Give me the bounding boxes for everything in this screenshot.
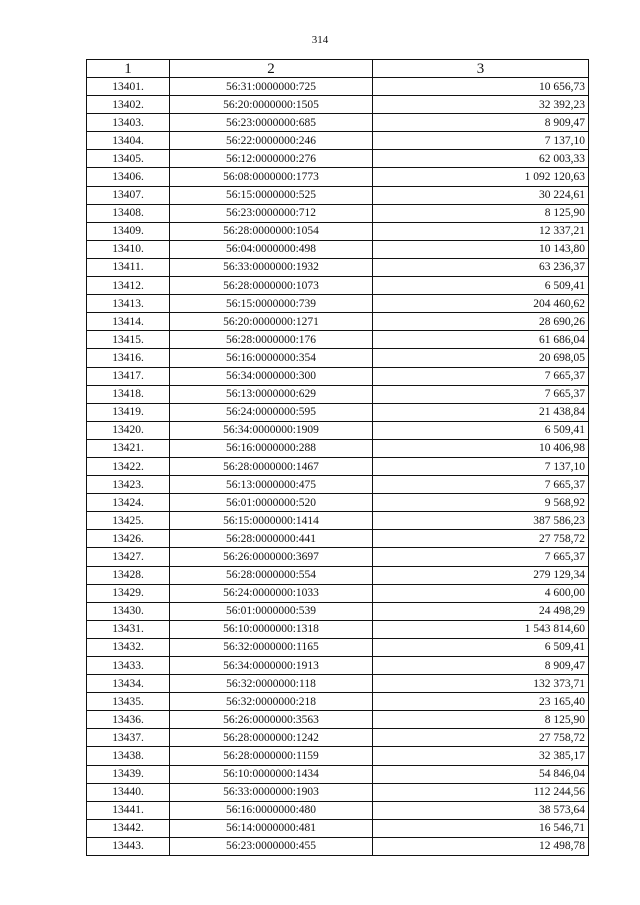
table-row — [87, 765, 589, 783]
value-cell: 27 758,72 — [373, 729, 589, 747]
table-row — [87, 801, 589, 819]
row-number-cell: 13407. — [87, 186, 170, 204]
row-number-cell: 13419. — [87, 403, 170, 421]
cadastral-number-cell: 56:15:0000000:1414 — [170, 512, 373, 530]
cadastral-number-cell: 56:23:0000000:685 — [170, 114, 373, 132]
cadastral-number-cell: 56:28:0000000:1073 — [170, 277, 373, 295]
value-cell: 8 909,47 — [373, 114, 589, 132]
value-cell: 1 543 814,60 — [373, 620, 589, 638]
value-cell: 10 406,98 — [373, 439, 589, 457]
value-cell: 132 373,71 — [373, 675, 589, 693]
table-row — [87, 349, 589, 367]
table-row — [87, 457, 589, 475]
value-cell: 21 438,84 — [373, 403, 589, 421]
row-number-cell: 13440. — [87, 783, 170, 801]
cadastral-number-cell: 56:31:0000000:725 — [170, 78, 373, 96]
cadastral-number-cell: 56:01:0000000:539 — [170, 602, 373, 620]
row-number-cell: 13426. — [87, 530, 170, 548]
value-cell: 6 509,41 — [373, 421, 589, 439]
table-row — [87, 837, 589, 855]
cadastral-number-cell: 56:22:0000000:246 — [170, 132, 373, 150]
cadastral-number-cell: 56:01:0000000:520 — [170, 494, 373, 512]
row-number-cell: 13415. — [87, 331, 170, 349]
table-row — [87, 494, 589, 512]
table-row — [87, 114, 589, 132]
value-cell: 9 568,92 — [373, 494, 589, 512]
cadastral-number-cell: 56:15:0000000:525 — [170, 186, 373, 204]
cadastral-number-cell: 56:33:0000000:1932 — [170, 258, 373, 276]
value-cell: 12 498,78 — [373, 837, 589, 855]
column-header-1: 1 — [87, 60, 170, 78]
value-cell: 112 244,56 — [373, 783, 589, 801]
table-body — [87, 78, 589, 856]
cadastral-number-cell: 56:20:0000000:1271 — [170, 313, 373, 331]
value-cell: 7 665,37 — [373, 548, 589, 566]
table-row — [87, 277, 589, 295]
column-header-2: 2 — [170, 60, 373, 78]
row-number-cell: 13435. — [87, 693, 170, 711]
cadastral-number-cell: 56:12:0000000:276 — [170, 150, 373, 168]
value-cell: 10 656,73 — [373, 78, 589, 96]
value-cell: 7 137,10 — [373, 132, 589, 150]
cadastral-number-cell: 56:14:0000000:481 — [170, 819, 373, 837]
cadastral-number-cell: 56:26:0000000:3697 — [170, 548, 373, 566]
row-number-cell: 13423. — [87, 476, 170, 494]
cadastral-number-cell: 56:33:0000000:1903 — [170, 783, 373, 801]
cadastral-number-cell: 56:23:0000000:455 — [170, 837, 373, 855]
register-table — [86, 59, 589, 856]
row-number-cell: 13427. — [87, 548, 170, 566]
cadastral-number-cell: 56:28:0000000:176 — [170, 331, 373, 349]
table-row — [87, 620, 589, 638]
cadastral-number-cell: 56:16:0000000:354 — [170, 349, 373, 367]
row-number-cell: 13413. — [87, 295, 170, 313]
table-row — [87, 421, 589, 439]
table-row — [87, 675, 589, 693]
cadastral-number-cell: 56:23:0000000:712 — [170, 204, 373, 222]
column-header-3: 3 — [373, 60, 589, 78]
value-cell: 63 236,37 — [373, 258, 589, 276]
cadastral-number-cell: 56:34:0000000:1909 — [170, 421, 373, 439]
row-number-cell: 13422. — [87, 457, 170, 475]
row-number-cell: 13408. — [87, 204, 170, 222]
row-number-cell: 13438. — [87, 747, 170, 765]
table-row — [87, 403, 589, 421]
cadastral-number-cell: 56:15:0000000:739 — [170, 295, 373, 313]
row-number-cell: 13402. — [87, 96, 170, 114]
row-number-cell: 13414. — [87, 313, 170, 331]
table-row — [87, 476, 589, 494]
table-row — [87, 150, 589, 168]
table-row — [87, 240, 589, 258]
table-row — [87, 367, 589, 385]
value-cell: 10 143,80 — [373, 240, 589, 258]
value-cell: 4 600,00 — [373, 584, 589, 602]
table-row — [87, 439, 589, 457]
cadastral-number-cell: 56:20:0000000:1505 — [170, 96, 373, 114]
cadastral-number-cell: 56:26:0000000:3563 — [170, 711, 373, 729]
row-number-cell: 13412. — [87, 277, 170, 295]
table-row — [87, 186, 589, 204]
cadastral-number-cell: 56:28:0000000:1467 — [170, 457, 373, 475]
table-row — [87, 584, 589, 602]
cadastral-number-cell: 56:04:0000000:498 — [170, 240, 373, 258]
page-number: 314 — [311, 34, 329, 46]
cadastral-number-cell: 56:34:0000000:300 — [170, 367, 373, 385]
value-cell: 62 003,33 — [373, 150, 589, 168]
row-number-cell: 13430. — [87, 602, 170, 620]
row-number-cell: 13411. — [87, 258, 170, 276]
row-number-cell: 13416. — [87, 349, 170, 367]
value-cell: 24 498,29 — [373, 602, 589, 620]
row-number-cell: 13437. — [87, 729, 170, 747]
table-row — [87, 331, 589, 349]
value-cell: 38 573,64 — [373, 801, 589, 819]
value-cell: 30 224,61 — [373, 186, 589, 204]
row-number-cell: 13425. — [87, 512, 170, 530]
table-row — [87, 313, 589, 331]
table-row — [87, 204, 589, 222]
cadastral-number-cell: 56:24:0000000:1033 — [170, 584, 373, 602]
row-number-cell: 13420. — [87, 421, 170, 439]
row-number-cell: 13410. — [87, 240, 170, 258]
row-number-cell: 13406. — [87, 168, 170, 186]
row-number-cell: 13429. — [87, 584, 170, 602]
value-cell: 1 092 120,63 — [373, 168, 589, 186]
row-number-cell: 13424. — [87, 494, 170, 512]
cadastral-number-cell: 56:16:0000000:288 — [170, 439, 373, 457]
header-row — [87, 60, 589, 78]
value-cell: 8 909,47 — [373, 657, 589, 675]
value-cell: 6 509,41 — [373, 277, 589, 295]
row-number-cell: 13405. — [87, 150, 170, 168]
table-row — [87, 168, 589, 186]
table-row — [87, 819, 589, 837]
value-cell: 32 392,23 — [373, 96, 589, 114]
value-cell: 32 385,17 — [373, 747, 589, 765]
cadastral-number-cell: 56:28:0000000:1054 — [170, 222, 373, 240]
table-row — [87, 530, 589, 548]
table-row — [87, 711, 589, 729]
table-row — [87, 295, 589, 313]
table-row — [87, 132, 589, 150]
table-row — [87, 512, 589, 530]
cadastral-number-cell: 56:32:0000000:118 — [170, 675, 373, 693]
row-number-cell: 13441. — [87, 801, 170, 819]
row-number-cell: 13431. — [87, 620, 170, 638]
table-row — [87, 566, 589, 584]
value-cell: 7 665,37 — [373, 367, 589, 385]
cadastral-number-cell: 56:32:0000000:218 — [170, 693, 373, 711]
row-number-cell: 13436. — [87, 711, 170, 729]
table-row — [87, 729, 589, 747]
row-number-cell: 13432. — [87, 638, 170, 656]
table-row — [87, 96, 589, 114]
table-row — [87, 638, 589, 656]
value-cell: 27 758,72 — [373, 530, 589, 548]
cadastral-number-cell: 56:16:0000000:480 — [170, 801, 373, 819]
row-number-cell: 13404. — [87, 132, 170, 150]
table-row — [87, 693, 589, 711]
value-cell: 20 698,05 — [373, 349, 589, 367]
cadastral-number-cell: 56:10:0000000:1318 — [170, 620, 373, 638]
row-number-cell: 13403. — [87, 114, 170, 132]
value-cell: 279 129,34 — [373, 566, 589, 584]
table-row — [87, 747, 589, 765]
cadastral-number-cell: 56:28:0000000:554 — [170, 566, 373, 584]
table-row — [87, 222, 589, 240]
value-cell: 28 690,26 — [373, 313, 589, 331]
value-cell: 7 137,10 — [373, 457, 589, 475]
row-number-cell: 13434. — [87, 675, 170, 693]
cadastral-number-cell: 56:24:0000000:595 — [170, 403, 373, 421]
value-cell: 387 586,23 — [373, 512, 589, 530]
table-row — [87, 783, 589, 801]
row-number-cell: 13417. — [87, 367, 170, 385]
row-number-cell: 13418. — [87, 385, 170, 403]
row-number-cell: 13442. — [87, 819, 170, 837]
row-number-cell: 13421. — [87, 439, 170, 457]
value-cell: 61 686,04 — [373, 331, 589, 349]
cadastral-number-cell: 56:32:0000000:1165 — [170, 638, 373, 656]
row-number-cell: 13401. — [87, 78, 170, 96]
cadastral-number-cell: 56:13:0000000:629 — [170, 385, 373, 403]
value-cell: 8 125,90 — [373, 204, 589, 222]
table-row — [87, 548, 589, 566]
cadastral-number-cell: 56:28:0000000:441 — [170, 530, 373, 548]
row-number-cell: 13433. — [87, 657, 170, 675]
value-cell: 23 165,40 — [373, 693, 589, 711]
value-cell: 6 509,41 — [373, 638, 589, 656]
row-number-cell: 13439. — [87, 765, 170, 783]
table-row — [87, 78, 589, 96]
table-row — [87, 385, 589, 403]
cadastral-number-cell: 56:28:0000000:1242 — [170, 729, 373, 747]
value-cell: 8 125,90 — [373, 711, 589, 729]
value-cell: 12 337,21 — [373, 222, 589, 240]
cadastral-number-cell: 56:08:0000000:1773 — [170, 168, 373, 186]
row-number-cell: 13443. — [87, 837, 170, 855]
table-row — [87, 258, 589, 276]
table-row — [87, 602, 589, 620]
row-number-cell: 13409. — [87, 222, 170, 240]
table-row — [87, 657, 589, 675]
cadastral-number-cell: 56:10:0000000:1434 — [170, 765, 373, 783]
cadastral-number-cell: 56:28:0000000:1159 — [170, 747, 373, 765]
value-cell: 204 460,62 — [373, 295, 589, 313]
value-cell: 16 546,71 — [373, 819, 589, 837]
value-cell: 7 665,37 — [373, 476, 589, 494]
cadastral-number-cell: 56:13:0000000:475 — [170, 476, 373, 494]
value-cell: 54 846,04 — [373, 765, 589, 783]
cadastral-number-cell: 56:34:0000000:1913 — [170, 657, 373, 675]
value-cell: 7 665,37 — [373, 385, 589, 403]
row-number-cell: 13428. — [87, 566, 170, 584]
